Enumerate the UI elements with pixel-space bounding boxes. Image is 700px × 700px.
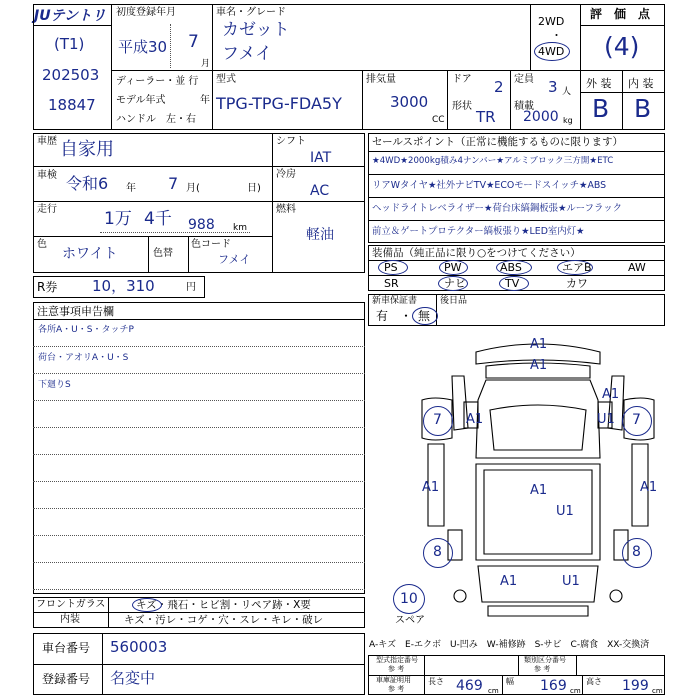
length-value: 469 — [456, 678, 483, 694]
selling-point-3: ヘッドライトレベライザー★荷台床縞鋼板張★ルーフラック — [372, 203, 622, 214]
interior-row-label: 内装 — [60, 614, 80, 625]
note-rule — [33, 481, 365, 482]
note-rule — [33, 400, 365, 401]
height-label: 高さ — [586, 677, 602, 686]
interior-options: キズ・汚レ・コゲ・穴・スレ・キレ・破レ — [124, 614, 324, 626]
color-code-value: フメイ — [218, 253, 251, 266]
equip-tv: TV — [505, 277, 520, 290]
mileage-label: 走行 — [37, 204, 57, 215]
equip-leather: カワ — [566, 277, 588, 290]
mark-left-rear-tire: 8 — [433, 544, 442, 560]
selling-point-1: ★4WD★2000kg積み4ナンバー★アルミブロック三方開★ETC — [372, 156, 614, 166]
mark-spare-tire: 10 — [400, 591, 418, 607]
length-unit: cm — [488, 687, 499, 695]
color-code-label: 色コード — [191, 239, 231, 250]
interior-label: 内 装 — [628, 77, 654, 90]
inspection-label: 車検 — [37, 170, 57, 181]
mark-front-bumper: A1 — [530, 337, 548, 352]
mark-right-bed-side: A1 — [640, 480, 658, 495]
note-rule — [33, 454, 365, 455]
note-rule — [33, 427, 365, 428]
mark-rear-left: A1 — [500, 574, 518, 589]
color-value: ホワイト — [62, 246, 118, 262]
mark-bed-floor: A1 — [530, 483, 548, 498]
dealer-label: ディーラー・並 行 — [116, 76, 199, 87]
inspection-month: 7 — [168, 174, 179, 193]
note-rule — [33, 562, 365, 563]
header-frame — [33, 4, 665, 130]
mark-right-rear-tire: 8 — [632, 544, 641, 560]
history-label: 車歴 — [37, 136, 57, 147]
four-wd-circle — [534, 42, 570, 61]
reg-cert-ref: 参 考 — [388, 685, 405, 693]
note-rule — [33, 508, 365, 509]
height-unit: cm — [652, 687, 663, 695]
first-reg-month-unit: 月 — [201, 59, 211, 69]
equipment-title: 装備品（純正品に限り○をつけてください） — [372, 247, 581, 259]
mark-bed-dent: U1 — [556, 504, 574, 519]
model-year-unit: 年 — [200, 95, 210, 106]
ac-value: AC — [310, 183, 330, 199]
spare-label: スペア — [395, 615, 425, 626]
note-rule — [33, 535, 365, 536]
width-label: 幅 — [506, 677, 514, 686]
equip-aw: AW — [628, 261, 646, 274]
mark-left-front-tire: 7 — [433, 412, 442, 428]
mark-right-mirror: A1 — [602, 387, 620, 402]
equip-airbag: エアB — [562, 261, 592, 274]
length-label: 長さ — [428, 677, 444, 686]
warranty-yes: 有 — [376, 309, 389, 323]
cc-unit: CC — [432, 115, 445, 125]
shift-value: IAT — [310, 150, 332, 166]
mileage-unit: km — [233, 223, 247, 233]
warranty-label: 新車保証書 — [372, 296, 418, 306]
model-cert-ref: 参 考 — [388, 665, 405, 673]
mark-right-door: U1 — [597, 412, 615, 427]
shape-label: 形状 — [452, 101, 472, 112]
id-date: 202503 — [42, 66, 100, 84]
warranty-no: 無 — [418, 309, 431, 323]
model-cert-label: 型式指定番号 — [376, 656, 418, 664]
chassis-value: 560003 — [110, 638, 168, 656]
note-rule — [33, 589, 365, 590]
mark-front-grille: A1 — [530, 358, 548, 373]
doors-label: ドア — [452, 74, 472, 85]
first-reg-label: 初度登録年月 — [116, 7, 176, 18]
equip-pw: PW — [444, 261, 462, 274]
mark-left-bed-side: A1 — [422, 480, 440, 495]
equip-navi: ナビ — [444, 277, 466, 290]
registration-value: 名変中 — [110, 669, 156, 687]
car-name: カゼット — [222, 20, 290, 40]
four-wd: 4WD — [538, 45, 565, 58]
note-1: 各所A・U・S・タッチP — [38, 325, 134, 335]
r-ticket-label: R券 — [37, 280, 58, 294]
inspection-month-unit: 月( — [186, 183, 200, 194]
displacement-value: 3000 — [390, 93, 429, 111]
capacity-unit: 人 — [562, 87, 572, 97]
exterior-grade: B — [592, 94, 610, 123]
mileage-man: 1万 — [104, 209, 132, 229]
wd-separator: ・ — [551, 29, 562, 42]
model-year-label: モデル年式 — [116, 95, 166, 106]
mark-rear-right: U1 — [562, 574, 580, 589]
name-grade-label: 車名・グレード — [216, 7, 286, 18]
lot-number: 18847 — [48, 96, 96, 114]
category-ref: 参 考 — [534, 665, 551, 673]
equip-sr: SR — [384, 277, 399, 290]
category-label: 類別区分番号 — [524, 656, 566, 664]
mileage-sen: 4千 — [144, 209, 172, 229]
note-2: 荷台・アオリA・U・S — [38, 353, 129, 363]
equip-ps: PS — [384, 261, 398, 274]
history-value: 自家用 — [60, 139, 114, 160]
capacity-value: 3 — [548, 78, 558, 96]
load-label: 積載 — [514, 101, 534, 112]
selling-point-4: 前立＆ゲートプロテクター縞板張り★LED室内灯★ — [372, 226, 585, 237]
id-code: (T1) — [54, 35, 85, 53]
load-unit: kg — [563, 116, 573, 125]
note-rule — [33, 346, 365, 347]
selling-points-title: セールスポイント（正常に機能するものに限ります） — [372, 136, 624, 148]
color-change-label: 色替 — [153, 248, 173, 259]
interior-grade: B — [634, 94, 652, 123]
logo: JUテントリ — [34, 8, 106, 24]
r-ticket-unit: 円 — [186, 282, 196, 293]
note-3: 下廻りS — [38, 380, 71, 390]
selling-point-2: リアWタイヤ★社外ナビTV★ECOモードスイッチ★ABS — [372, 180, 607, 191]
mark-right-front-tire: 7 — [632, 412, 641, 428]
doors-value: 2 — [494, 78, 504, 96]
fuel-value: 軽油 — [306, 227, 334, 243]
registration-label: 登録番号 — [42, 672, 91, 686]
model-type-label: 型式 — [216, 74, 236, 85]
model-type-value: TPG-TPG-FDA5Y — [216, 94, 342, 113]
inspection-year-unit: 年 — [126, 183, 136, 194]
r-ticket-value: 10，310 — [92, 277, 155, 295]
fuel-label: 燃料 — [276, 204, 296, 215]
score-value: (4) — [604, 32, 640, 61]
width-value: 169 — [540, 678, 567, 694]
capacity-label: 定員 — [514, 74, 534, 85]
inspection-era: 令和6 — [66, 174, 109, 193]
front-glass-circle — [132, 598, 162, 612]
ac-label: 冷房 — [276, 169, 296, 180]
load-value: 2000 — [523, 109, 559, 125]
first-reg-era: 平成30 — [118, 38, 168, 56]
damage-legend: A-キズ E-エクボ U-凹み W-補修跡 S-サビ C-腐食 XX-交換済 — [369, 640, 650, 650]
width-unit: cm — [570, 687, 581, 695]
front-glass-label: フロントガラス — [36, 599, 106, 610]
shape-value: TR — [476, 108, 496, 126]
color-label: 色 — [37, 239, 47, 250]
score-label: 評 価 点 — [590, 7, 651, 21]
chassis-label: 車台番号 — [42, 641, 91, 655]
note-rule — [33, 373, 365, 374]
exterior-label: 外 装 — [586, 77, 612, 90]
first-reg-month: 7 — [188, 32, 199, 52]
mileage-rest: 988 — [188, 217, 215, 233]
inspection-day-unit: 日) — [247, 183, 261, 194]
warranty-sep: ・ — [400, 309, 413, 323]
aftermarket-label: 後日品 — [440, 296, 468, 306]
car-grade: フメイ — [222, 44, 272, 64]
mark-left-door: A1 — [466, 412, 484, 427]
two-wd: 2WD — [538, 15, 565, 28]
reg-cert-label: 車庫証明用 — [376, 676, 411, 684]
notes-title: 注意事項申告欄 — [37, 305, 114, 318]
front-glass-options: キズ・飛石・ヒビ割・リペア跡・X要 — [136, 599, 311, 611]
displacement-label: 排気量 — [366, 74, 396, 85]
handle-label: ハンドル 左・右 — [116, 114, 196, 125]
shift-label: シフト — [276, 136, 306, 147]
equip-abs: ABS — [500, 261, 522, 274]
height-value: 199 — [622, 678, 649, 694]
